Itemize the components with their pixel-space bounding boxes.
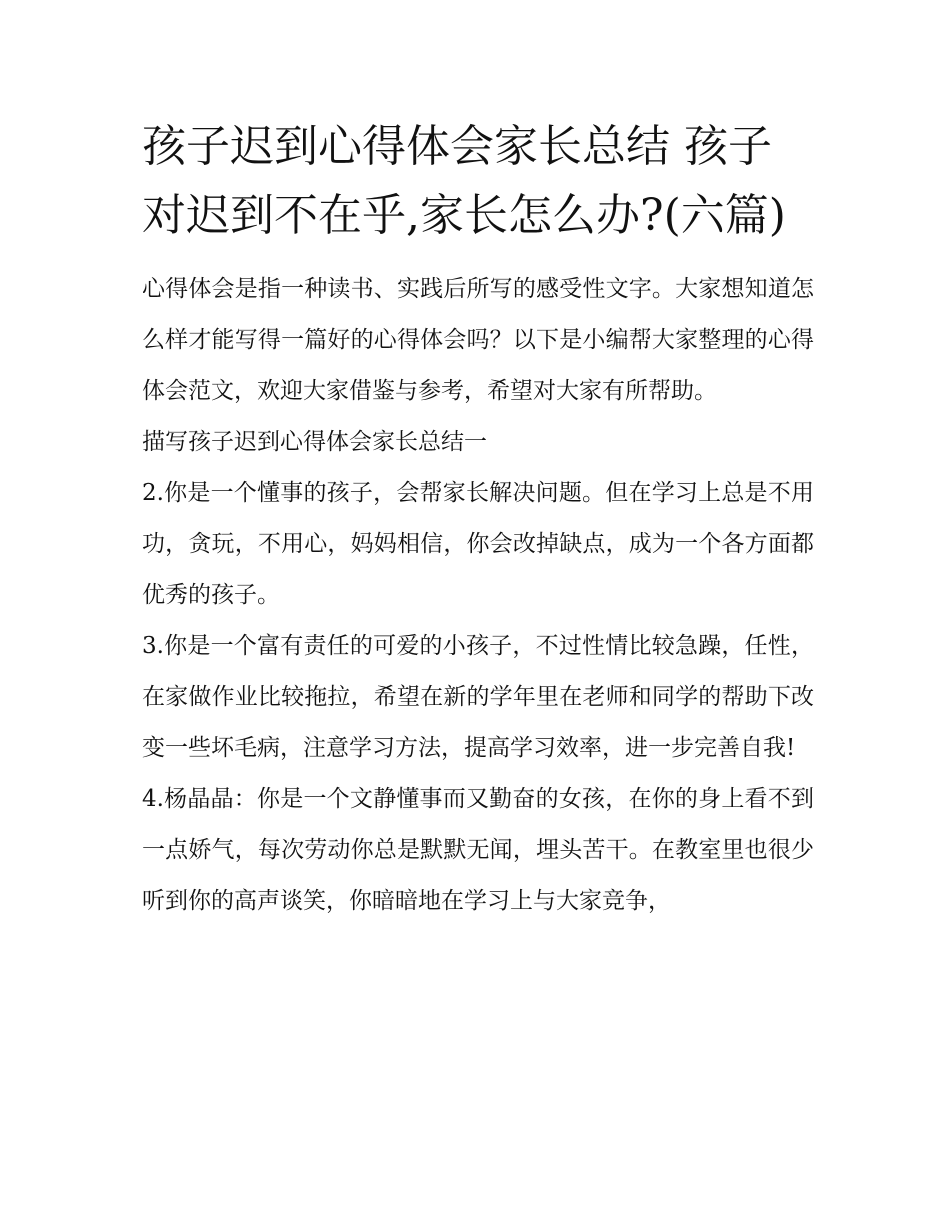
paragraph-item-3: 3.你是一个富有责任的可爱的小孩子，不过性情比较急躁，任性，在家做作业比较拖拉，希望在新的学年里在老师和同学的帮助下改变一些坏毛病，注意学习方法，提高学习效率，进一步完善自我! [142, 633, 814, 761]
paragraph-item-4: 4.杨晶晶：你是一个文静懂事而又勤奋的女孩，在你的身上看不到一点娇气，每次劳动你总是默默无闻，埋头苦干。在教室里也很少听到你的高声谈笑，你暗暗地在学习上与大家竞争， [142, 786, 814, 914]
document-page [142, 112, 814, 927]
section-heading: 描写孩子迟到心得体会家长总结一 [142, 429, 487, 455]
document-title: 孩子迟到心得体会家长总结 孩子对迟到不在乎,家长怎么办?(六篇) [142, 121, 786, 241]
intro-paragraph: 心得体会是指一种读书、实践后所写的感受性文字。大家想知道怎么样才能写得一篇好的心得体会吗？以下是小编帮大家整理的心得体会范文，欢迎大家借鉴与参考，希望对大家有所帮助。 [142, 276, 814, 404]
paragraph-item-2: 2.你是一个懂事的孩子，会帮家长解决问题。但在学习上总是不用功，贪玩，不用心，妈妈相信，你会改掉缺点，成为一个各方面都优秀的孩子。 [142, 480, 814, 608]
